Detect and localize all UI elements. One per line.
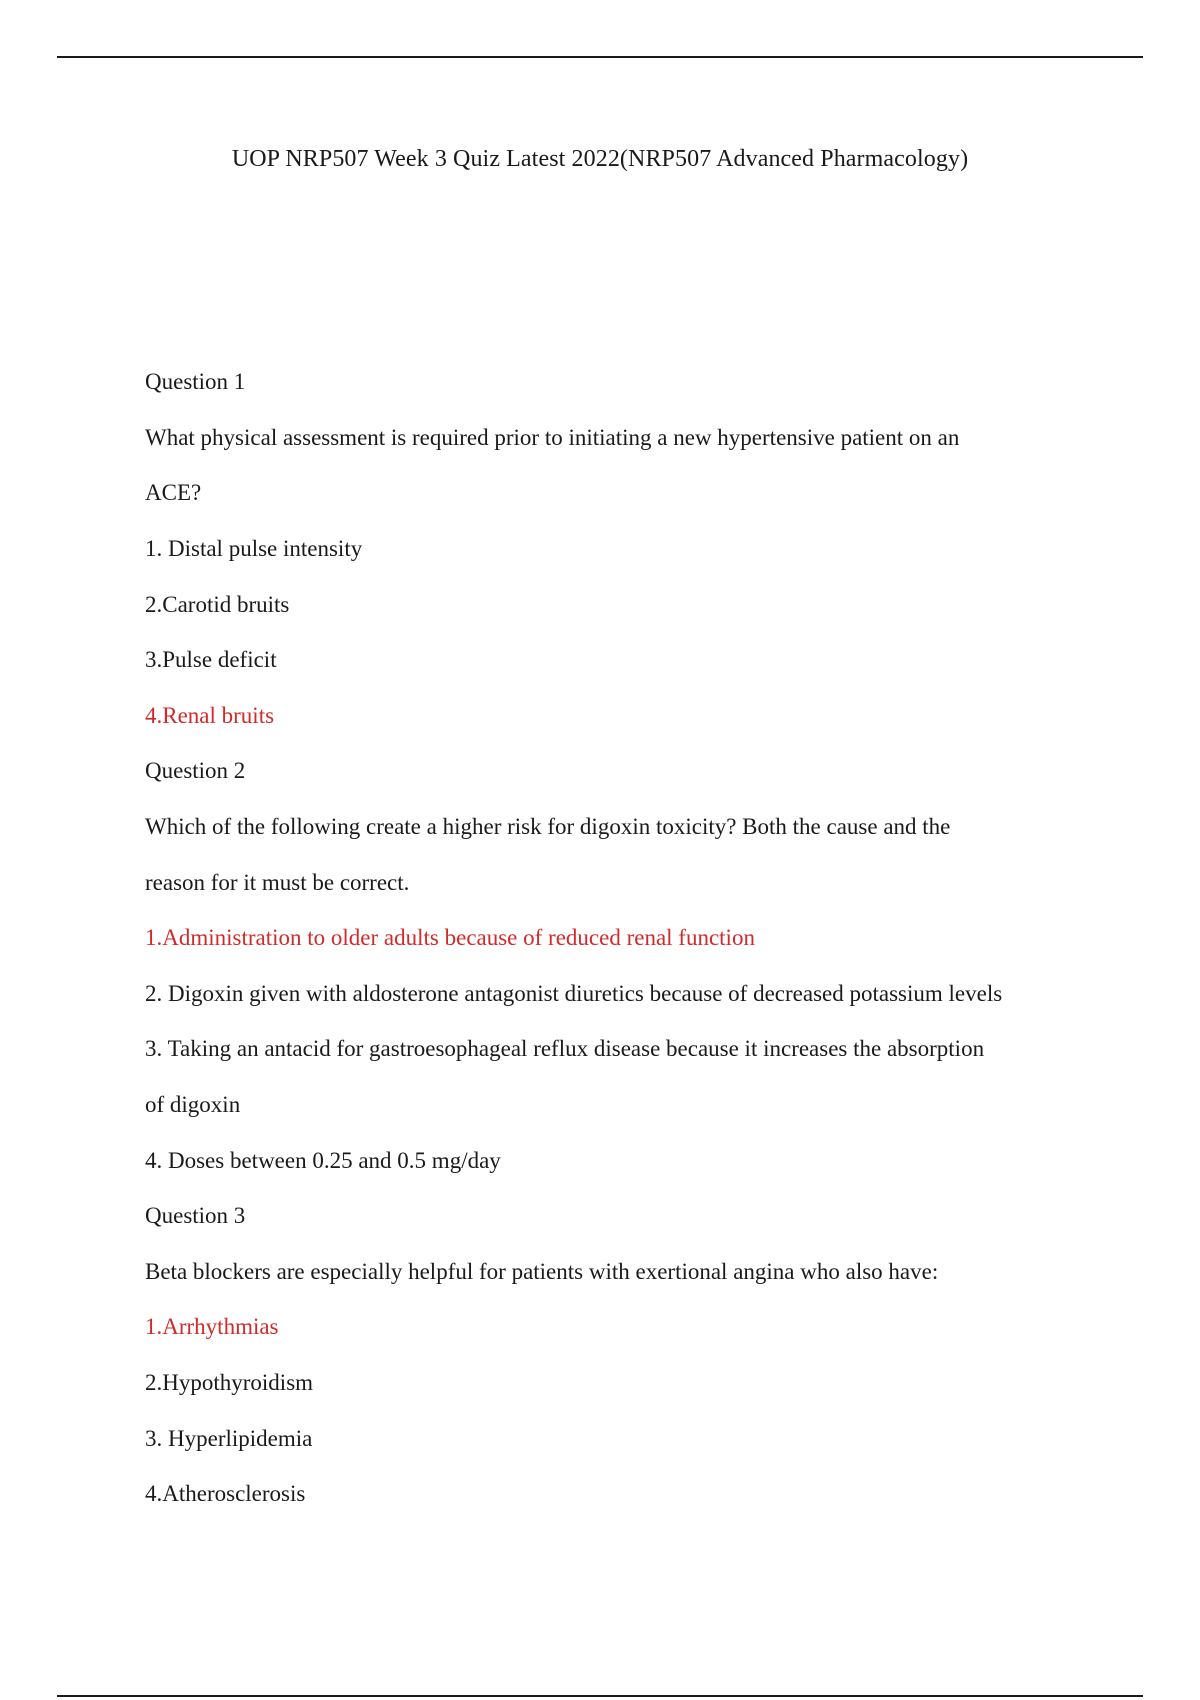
question-2-option-3: 3. Taking an antacid for gastroesophageal reflux disease because it increases the absorption xyxy=(145,1036,985,1061)
question-3-option-2: 2.Hypothyroidism xyxy=(145,1370,314,1395)
question-1-option-4-correct-answer: 4.Renal bruits xyxy=(145,703,275,728)
question-2-option-3-continued: of digoxin xyxy=(145,1092,241,1117)
question-2-option-4: 4. Doses between 0.25 and 0.5 mg/day xyxy=(145,1148,501,1173)
question-2-text-line-1: Which of the following create a higher risk for digoxin toxicity? Both the cause and the xyxy=(145,814,951,839)
question-1-label: Question 1 xyxy=(145,369,246,394)
question-1-text-line-1: What physical assessment is required prior to initiating a new hypertensive patient on an xyxy=(145,425,960,450)
question-2-option-2: 2. Digoxin given with aldosterone antagonist diuretics because of decreased potassium levels xyxy=(145,981,1003,1006)
question-1-option-2: 2.Carotid bruits xyxy=(145,592,290,617)
question-2-option-1-correct-answer: 1.Administration to older adults because of reduced renal function xyxy=(145,925,755,950)
question-1-option-1: 1. Distal pulse intensity xyxy=(145,536,363,561)
question-1-option-3: 3.Pulse deficit xyxy=(145,647,277,672)
bottom-rule xyxy=(57,1695,1143,1697)
document-title: UOP NRP507 Week 3 Quiz Latest 2022(NRP507 Advanced Pharmacology) xyxy=(231,146,969,172)
question-1-text-line-2: ACE? xyxy=(145,480,202,505)
top-rule xyxy=(57,56,1143,58)
question-3-option-1-correct-answer: 1.Arrhythmias xyxy=(145,1314,279,1339)
question-2-text-line-2: reason for it must be correct. xyxy=(145,870,410,895)
question-3-option-4: 4.Atherosclerosis xyxy=(145,1481,306,1506)
question-3-label: Question 3 xyxy=(145,1203,246,1228)
question-3-text-line-1: Beta blockers are especially helpful for patients with exertional angina who also have: xyxy=(145,1259,939,1284)
question-3-option-3: 3. Hyperlipidemia xyxy=(145,1426,313,1451)
question-2-label: Question 2 xyxy=(145,758,246,783)
